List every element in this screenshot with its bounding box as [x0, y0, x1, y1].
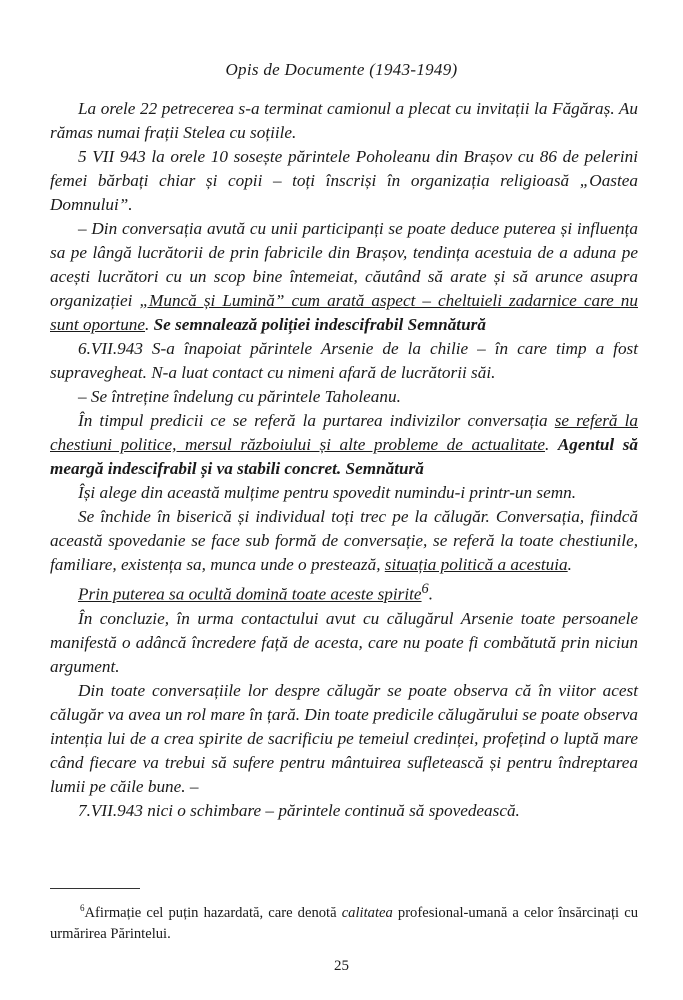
paragraph: Din toate conversațiile lor despre călugăr se poate observa că în viitor acest călugăr va avea un rol mare în țară. Din toate predicile călugărului se poate observa intenția lui de a crea spirite de sacrificiu pe temeiul credinței, profețind o luptă mare când fiecare va trebui să sufere pentru mântuirea sufletească și pentru îndreptarea lumii pe căile bune. – [50, 680, 638, 796]
footnote-text: profesional-umană a celor însărcinați cu urmărirea Părintelui. [50, 904, 638, 942]
paragraph: 7.VII.943 nici o schimbare – părintele continuă să spovedească. [78, 800, 520, 820]
footnote-emphasis: calitatea [341, 904, 393, 921]
footnote-text: Afirmație cel puțin hazardată, care denotă [84, 904, 342, 921]
footnote [50, 898, 638, 945]
page-number: 25 [334, 958, 349, 974]
paragraph: 6.VII.943 S-a înapoiat părintele Arsenie de la chilie – în care timp a fost supravegheat. N-a luat contact cu nimeni afară de lucrătorii săi. [50, 339, 638, 382]
footnote-separator [50, 888, 140, 889]
paragraph: – Se întreține îndelung cu părintele Taholeanu. [78, 387, 401, 406]
text-span: – Din conversația avută cu unii participanți se poate deduce puterea și influența sa pe lângă lucrătorii de prin fabricile din Brașov, tendința acestuia de a aduna pe acești lucrători cu un scop bine întemeiat, căutând să arate și să arunce asupra organizației [50, 219, 638, 310]
footnote-number: 6 [80, 903, 85, 913]
paragraph: În timpul predicii ce se referă la purtarea indivizilor conversația se referă la chestiuni politice, mersul războiului și alte probleme de actualitate. Agentul să meargă indescifrabil și va stabili concret. Semnătură [50, 411, 638, 478]
underlined-text: Prin puterea sa ocultă domină toate aceste spirite [78, 584, 422, 604]
paragraph: Prin puterea sa ocultă domină toate aceste spirite$^6$. [78, 581, 434, 604]
main-text [50, 97, 638, 823]
paragraph: La orele 22 petrecerea s-a terminat camionul a plecat cu invitații la Făgăraș. Au rămas numai frații Stelea cu soțiile. [50, 99, 638, 142]
running-header: Opis de Documente (1943-1949) [225, 60, 458, 79]
underlined-text: situația politică a acestuia [384, 555, 568, 574]
paragraph: În concluzie, în urma contactului avut cu călugărul Arsenie toate persoanele manifestă o adâncă încredere față de acesta, care nu poate fi combătută prin niciun argument. [50, 608, 638, 676]
footnote-ref: 6 [421, 581, 429, 597]
paragraph: Se închide în biserică și individual toți trec pe la călugăr. Conversația, fiindcă această spovedanie se face sub formă de conversație, se referă la toate chestiunile, familiare, existența sa, munca unde o prestează, situația politică a acestuia. [50, 507, 638, 574]
text-span: Se închide în biserică și individual toți trec pe la călugăr. Conversația, fiindcă această spovedanie se face sub formă de conversație, se referă la toate chestiunile, familiare, existența sa, munca unde o prestează, [50, 507, 638, 574]
paragraph: Își alege din această mulțime pentru spovedit numindu-i printr-un semn. [78, 483, 577, 502]
text-span: În timpul predicii ce se referă la purtarea indivizilor conversația [78, 411, 555, 430]
paragraph: 5 VII 943 la orele 10 sosește părintele Poholeanu din Brașov cu 86 de pelerini femei bărbați chiar și copii – toți înscriși în organizația religioasă „Oastea Domnului”. [50, 147, 638, 214]
underlined-text: „Muncă și Lumină” cum arată aspect – cheltuieli zadarnice care nu sunt oportune [50, 291, 638, 334]
paragraph: – Din conversația avută cu unii participanți se poate deduce puterea și influența sa pe lângă lucrătorii de prin fabricile din Brașov, tendința acestuia de a aduna pe acești lucrători cu un scop bine întemeiat, căutând să arate și să arunce asupra organizației „Muncă și Lumină” cum arată aspect – cheltuieli zadarnice care nu sunt oportune. Se semnalează poliției indescifrabil Semnătură [50, 219, 638, 334]
bold-annotation: Se semnalează poliției indescifrabil Semnătură [153, 315, 486, 334]
underlined-text: se referă la chestiuni politice, mersul războiului și alte probleme de actualitate [50, 411, 638, 454]
bold-annotation: Agentul să meargă indescifrabil și va stabili concret. Semnătură [50, 435, 638, 478]
